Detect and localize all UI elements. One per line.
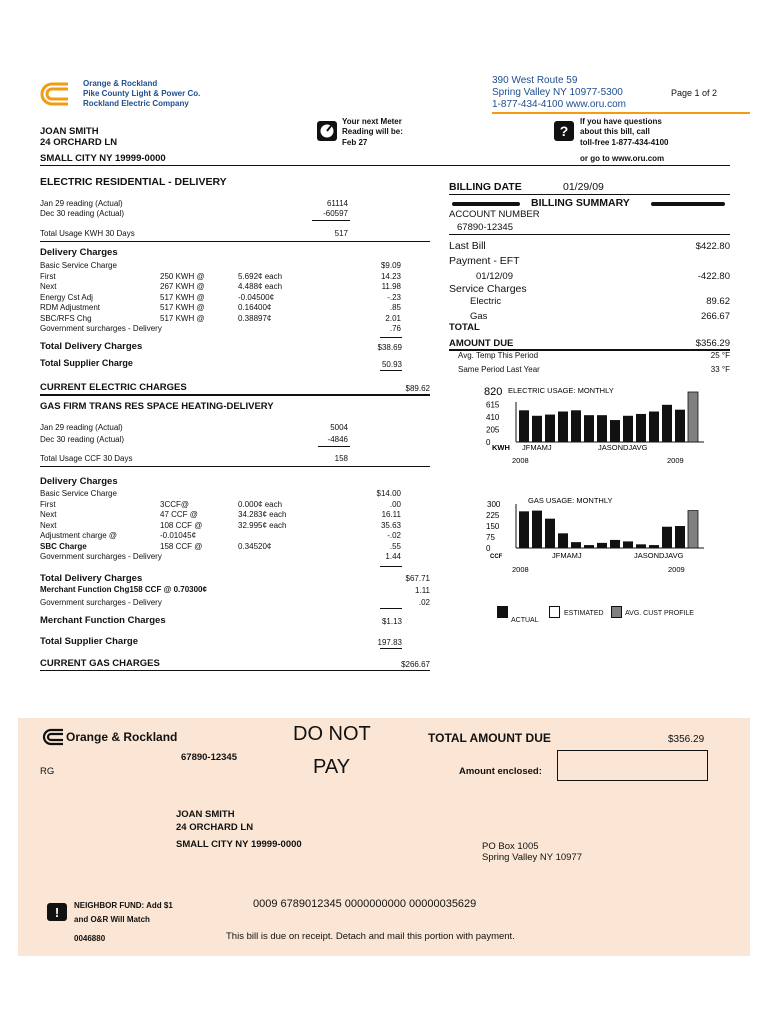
electric-reading-2-value: -60597 (323, 209, 348, 218)
gas-gov-supply-value: .02 (418, 598, 430, 607)
gas-usage-value: 158 (334, 454, 348, 463)
neighbor-fund-2: and O&R Will Match (74, 915, 150, 924)
electric-charge-row-2-rate: 4.488¢ each (238, 282, 283, 291)
company-name-2: Pike County Light & Power Co. (83, 89, 201, 98)
bar-m (545, 415, 555, 442)
bar-o (636, 414, 646, 442)
gas-charge-row-0-amount: $14.00 (376, 489, 401, 498)
legend-estimated-label: ESTIMATED (564, 610, 604, 617)
stub-footer-note: This bill is due on receipt. Detach and mail this portion with payment. (226, 931, 515, 942)
stub-po-box: PO Box 1005 (482, 841, 539, 852)
summary-bar-right (651, 202, 725, 206)
electric-total-delivery-value: $38.69 (377, 343, 402, 352)
electric-charge-row-2-amount: 11.98 (381, 282, 401, 291)
question-icon (553, 120, 575, 142)
electric-charge-row-5-qty: 517 KWH @ (160, 313, 205, 323)
gas-charge-row-4-amount: -.02 (387, 531, 401, 540)
electric-reading-underline (312, 220, 350, 221)
alert-icon (46, 902, 68, 922)
billing-date-label: BILLING DATE (449, 181, 522, 193)
gas-usage-label: Total Usage CCF 30 Days (40, 454, 133, 463)
bar-n (649, 412, 659, 442)
gas-charge-row-1-amount: .00 (389, 499, 401, 509)
chart-title: ELECTRIC USAGE: MONTHLY (508, 386, 614, 395)
gas-merchant-total-label: Merchant Function Charges (40, 615, 166, 626)
bar-o (636, 544, 646, 548)
gas-current-divider (40, 670, 430, 671)
gas-summary-label: Gas (470, 311, 488, 322)
electric-charge-row-0-label: Basic Service Charge (40, 261, 117, 270)
bar-j (597, 415, 607, 442)
electric-summary-value: 89.62 (706, 296, 730, 307)
gas-reading-1-value: 5004 (330, 423, 348, 432)
bar-a (610, 420, 620, 442)
customer-city: SMALL CITY NY 19999-0000 (40, 153, 166, 164)
bar-m (571, 542, 581, 548)
bar-j (584, 415, 594, 442)
account-divider (449, 234, 730, 235)
amount-enclosed-input[interactable] (557, 750, 708, 781)
gas-reading-2-label: Dec 30 reading (Actual) (40, 435, 125, 444)
bar-a (558, 412, 568, 442)
bar-avg (688, 511, 698, 548)
gas-merchant-chg-value: 1.11 (415, 586, 430, 595)
y-tick-label: 75 (486, 533, 495, 542)
electric-current-label: CURRENT ELECTRIC CHARGES (40, 382, 187, 393)
chart-title: GAS USAGE: MONTHLY (528, 496, 613, 505)
amount-enclosed-label: Amount enclosed: (459, 766, 542, 777)
gas-total-supplier-label: Total Supplier Charge (40, 636, 139, 647)
gauge-icon (316, 120, 338, 142)
bar-n (649, 545, 659, 548)
gas-usage-divider (40, 466, 430, 467)
bar-f (532, 416, 542, 442)
stub-logo-mark (42, 728, 64, 746)
electric-usage-label: Total Usage KWH 30 Days (40, 229, 135, 238)
legend-avg-swatch (611, 606, 622, 618)
electric-charge-row-5-label: SBC/RFS Chg (40, 313, 92, 323)
bar-a (558, 533, 568, 548)
stub-customer-name: JOAN SMITH (176, 809, 235, 820)
bar-j (584, 545, 594, 548)
electric-charge-row-3-label: Energy Cst Adj (40, 292, 93, 302)
summary-bar-left (452, 202, 520, 206)
gas-charge-row-2-amount: 16.11 (381, 510, 401, 519)
total-label: TOTAL (449, 322, 480, 333)
svg-text:?: ? (559, 123, 569, 139)
gas-charge-row-3-qty: 108 CCF @ (160, 520, 203, 530)
electric-delivery-title: Delivery Charges (40, 247, 118, 258)
bar-j (597, 543, 607, 548)
svg-text:!: ! (54, 905, 60, 920)
bar-d (662, 527, 672, 548)
gas-reading-2-value: -4846 (327, 435, 348, 444)
gas-charge-row-1-label: First (40, 499, 56, 509)
electric-charge-row-4-rate: 0.16400¢ (238, 303, 272, 312)
y-tick-label: 225 (486, 511, 500, 520)
gas-charge-row-5-rate: 0.34520¢ (238, 541, 272, 551)
gas-charge-row-0-label: Basic Service Charge (40, 489, 117, 498)
gas-charge-row-6-amount: 1.44 (385, 552, 401, 561)
electric-summary-label: Electric (470, 296, 502, 307)
stub-total-label: TOTAL AMOUNT DUE (428, 731, 551, 745)
electric-charge-row-6-amount: .76 (389, 324, 401, 333)
gas-title: GAS FIRM TRANS RES SPACE HEATING-DELIVERY (40, 401, 274, 412)
company-name-1: Orange & Rockland (83, 79, 158, 88)
questions-note-4[interactable]: or go to www.oru.com (580, 154, 665, 163)
electric-charge-row-1-label: First (40, 271, 56, 281)
electric-reading-1-label: Jan 29 reading (Actual) (40, 199, 123, 208)
electric-usage-value: 517 (334, 229, 348, 238)
amount-due-label: AMOUNT DUE (449, 338, 514, 349)
gas-charge-row-6-label: Government surcharges - Delivery (40, 552, 162, 561)
gas-charge-row-5-label: SBC Charge (40, 541, 87, 551)
gas-charge-row-5-amount: .55 (389, 541, 401, 551)
meter-note-2: Reading will be: (342, 127, 403, 136)
same-period-label: Same Period Last Year (458, 365, 540, 374)
y-tick-label: 150 (486, 522, 500, 531)
y-tick-label: 300 (487, 500, 501, 509)
bar-d (662, 405, 672, 442)
electric-title: ELECTRIC RESIDENTIAL - DELIVERY (40, 176, 227, 188)
gas-charge-row-2-qty: 47 CCF @ (160, 510, 198, 519)
electric-total-supplier-value: 50.93 (381, 360, 402, 369)
bar-s (623, 416, 633, 442)
year-label-first: 2008 (512, 456, 529, 465)
gas-usage-chart (470, 494, 720, 584)
bar-f (532, 511, 542, 548)
electric-charges-underline (380, 337, 402, 338)
electric-total-supplier-label: Total Supplier Charge (40, 358, 133, 368)
questions-note-3: toll-free 1-877-434-4100 (580, 138, 669, 147)
gas-charge-row-2-rate: 34.283¢ each (238, 510, 287, 519)
gas-reading-1-label: Jan 29 reading (Actual) (40, 423, 123, 432)
electric-reading-2-label: Dec 30 reading (Actual) (40, 209, 125, 218)
electric-reading-1-value: 61114 (326, 199, 348, 208)
bar-s (623, 541, 633, 548)
month-label-second: JASONDJAVG (598, 443, 648, 452)
electric-usage-divider (40, 241, 430, 242)
electric-current-value: $89.62 (405, 384, 430, 393)
y-tick-label: 205 (486, 425, 500, 435)
gas-charge-row-1-rate: 0.000¢ each (238, 499, 283, 509)
page-number: Page 1 of 2 (671, 88, 718, 98)
gas-summary-value: 266.67 (700, 311, 730, 322)
questions-note-1: If you have questions (580, 117, 662, 126)
gas-charge-row-4-label: Adjustment charge @ (40, 531, 118, 540)
electric-charge-row-3-amount: -.23 (387, 292, 401, 302)
stub-total-value: $356.29 (668, 734, 705, 745)
billing-date-divider (449, 194, 730, 195)
y-axis-label: KWH (492, 443, 510, 452)
electric-charge-row-3-rate: -0.04500¢ (238, 292, 275, 302)
summary-title: BILLING SUMMARY (531, 197, 630, 209)
do-not-text: DO NOT (293, 723, 371, 745)
service-charges-label: Service Charges (449, 283, 527, 295)
gas-total-delivery-value: $67.71 (405, 574, 430, 583)
electric-usage-chart (470, 382, 720, 474)
electric-charge-row-4-label: RDM Adjustment (40, 303, 101, 312)
bar-j (675, 526, 685, 548)
customer-name: JOAN SMITH (40, 126, 99, 137)
gas-charge-row-5-qty: 158 CCF @ (160, 541, 203, 551)
year-label-second: 2009 (668, 565, 685, 574)
electric-charge-row-4-qty: 517 KWH @ (160, 303, 205, 312)
bar-m (545, 519, 555, 548)
meter-note-3: Feb 27 (342, 138, 368, 147)
gas-charge-row-1-qty: 3CCF@ (160, 499, 190, 509)
company-address-2: Spring Valley NY 10977-5300 (492, 87, 623, 98)
y-tick-label: 615 (486, 400, 500, 410)
avg-temp-label: Avg. Temp This Period (458, 351, 539, 360)
gas-charge-row-3-rate: 32.995¢ each (238, 520, 287, 530)
company-logo (40, 80, 70, 108)
bar-m (571, 410, 581, 442)
gas-merchant-chg-label: Merchant Function Chg158 CCF @ 0.70300¢ (40, 585, 207, 594)
electric-total-delivery-label: Total Delivery Charges (40, 341, 143, 352)
y-tick-label: 0 (486, 438, 491, 447)
bar-j (519, 410, 529, 442)
bar-a (610, 540, 620, 548)
stub-customer-street: 24 ORCHARD LN (176, 822, 254, 833)
same-period-value: 33 °F (710, 365, 730, 374)
header-accent-line (492, 112, 750, 114)
electric-current-divider (40, 394, 430, 396)
electric-charge-row-6-label: Government surcharges - Delivery (40, 324, 162, 333)
legend-estimated-swatch (549, 606, 560, 618)
electric-charge-row-4-amount: .85 (389, 303, 401, 312)
header-divider (40, 165, 730, 166)
gas-charge-row-2-label: Next (40, 510, 57, 519)
y-tick-label: 410 (486, 413, 500, 422)
gas-supply-underline (380, 608, 402, 609)
y-tick-label: 0 (486, 544, 491, 553)
electric-charge-row-3-qty: 517 KWH @ (160, 292, 205, 302)
year-label-second: 2009 (667, 456, 684, 465)
questions-note-2: about this bill, call (580, 127, 650, 136)
payment-label: Payment - EFT (449, 255, 520, 267)
legend-avg-label: AVG. CUST PROFILE (625, 610, 694, 617)
payment-value: -422.80 (697, 271, 730, 282)
meter-note-1: Your next Meter (342, 117, 402, 126)
electric-charge-row-1-amount: 14.23 (380, 271, 401, 281)
gas-delivery-title: Delivery Charges (40, 476, 118, 487)
electric-charge-row-5-rate: 0.38897¢ (238, 313, 272, 323)
gas-total-supplier-value: 197.83 (377, 638, 402, 647)
company-phone-web[interactable]: 1-877-434-4100 www.oru.com (492, 99, 626, 110)
company-name-3: Rockland Electric Company (83, 99, 189, 108)
bar-j (519, 511, 529, 548)
gas-current-label: CURRENT GAS CHARGES (40, 658, 160, 669)
y-tick-label: 820 (484, 386, 503, 398)
y-axis-label: CCF (490, 554, 503, 560)
year-label-first: 2008 (512, 565, 529, 574)
stub-account: 67890-12345 (181, 752, 237, 763)
gas-total-delivery-label: Total Delivery Charges (40, 573, 143, 584)
bar-j (675, 410, 685, 442)
electric-charge-row-5-amount: 2.01 (385, 313, 401, 323)
gas-charge-row-4-qty: -0.01045¢ (160, 531, 197, 540)
month-label-second: JASONDJAVG (634, 551, 684, 560)
electric-charge-row-0-amount: $9.09 (380, 261, 401, 270)
electric-charge-row-1-qty: 250 KWH @ (160, 271, 205, 281)
pay-text: PAY (313, 756, 351, 778)
electric-charge-row-1-rate: 5.692¢ each (238, 271, 283, 281)
gas-charge-row-3-amount: 35.63 (380, 520, 401, 530)
bar-avg (688, 392, 698, 442)
last-bill-value: $422.80 (695, 241, 730, 252)
neighbor-fund-1: NEIGHBOR FUND: Add $1 (74, 901, 173, 910)
scan-line: 0009 6789012345 0000000000 00000035629 (253, 898, 477, 910)
electric-charge-row-2-label: Next (40, 282, 57, 291)
month-label-first: JFMAMJ (522, 443, 552, 452)
gas-gov-supply-label: Government surcharges - Delivery (40, 598, 162, 607)
gas-merchant-total-value: $1.13 (381, 617, 402, 626)
amount-due-value: $356.29 (695, 338, 730, 349)
stub-rg: RG (40, 766, 55, 777)
stub-customer-city: SMALL CITY NY 19999-0000 (176, 839, 302, 850)
customer-street: 24 ORCHARD LN (40, 137, 118, 148)
gas-charge-row-3-label: Next (40, 520, 57, 530)
electric-charge-row-2-qty: 267 KWH @ (160, 282, 205, 291)
gas-current-value: $266.67 (401, 660, 430, 669)
stub-company-name: Orange & Rockland (66, 730, 178, 744)
payment-date: 01/12/09 (476, 271, 513, 282)
company-address-1: 390 West Route 59 (492, 75, 578, 86)
stub-code: 0046880 (74, 934, 106, 943)
stub-po-city: Spring Valley NY 10977 (482, 852, 582, 863)
legend-actual-label: ACTUAL (511, 617, 539, 624)
gas-charges-underline (380, 566, 402, 567)
billing-date: 01/29/09 (563, 181, 604, 193)
gas-reading-underline (318, 446, 350, 447)
last-bill-label: Last Bill (449, 240, 486, 252)
avg-temp-value: 25 °F (710, 351, 730, 360)
electric-supplier-underline (380, 370, 402, 371)
account-number: 67890-12345 (457, 222, 513, 233)
gas-supplier-underline (380, 648, 402, 649)
account-label: ACCOUNT NUMBER (449, 209, 540, 220)
legend-actual-swatch (497, 606, 508, 618)
month-label-first: JFMAMJ (552, 551, 582, 560)
